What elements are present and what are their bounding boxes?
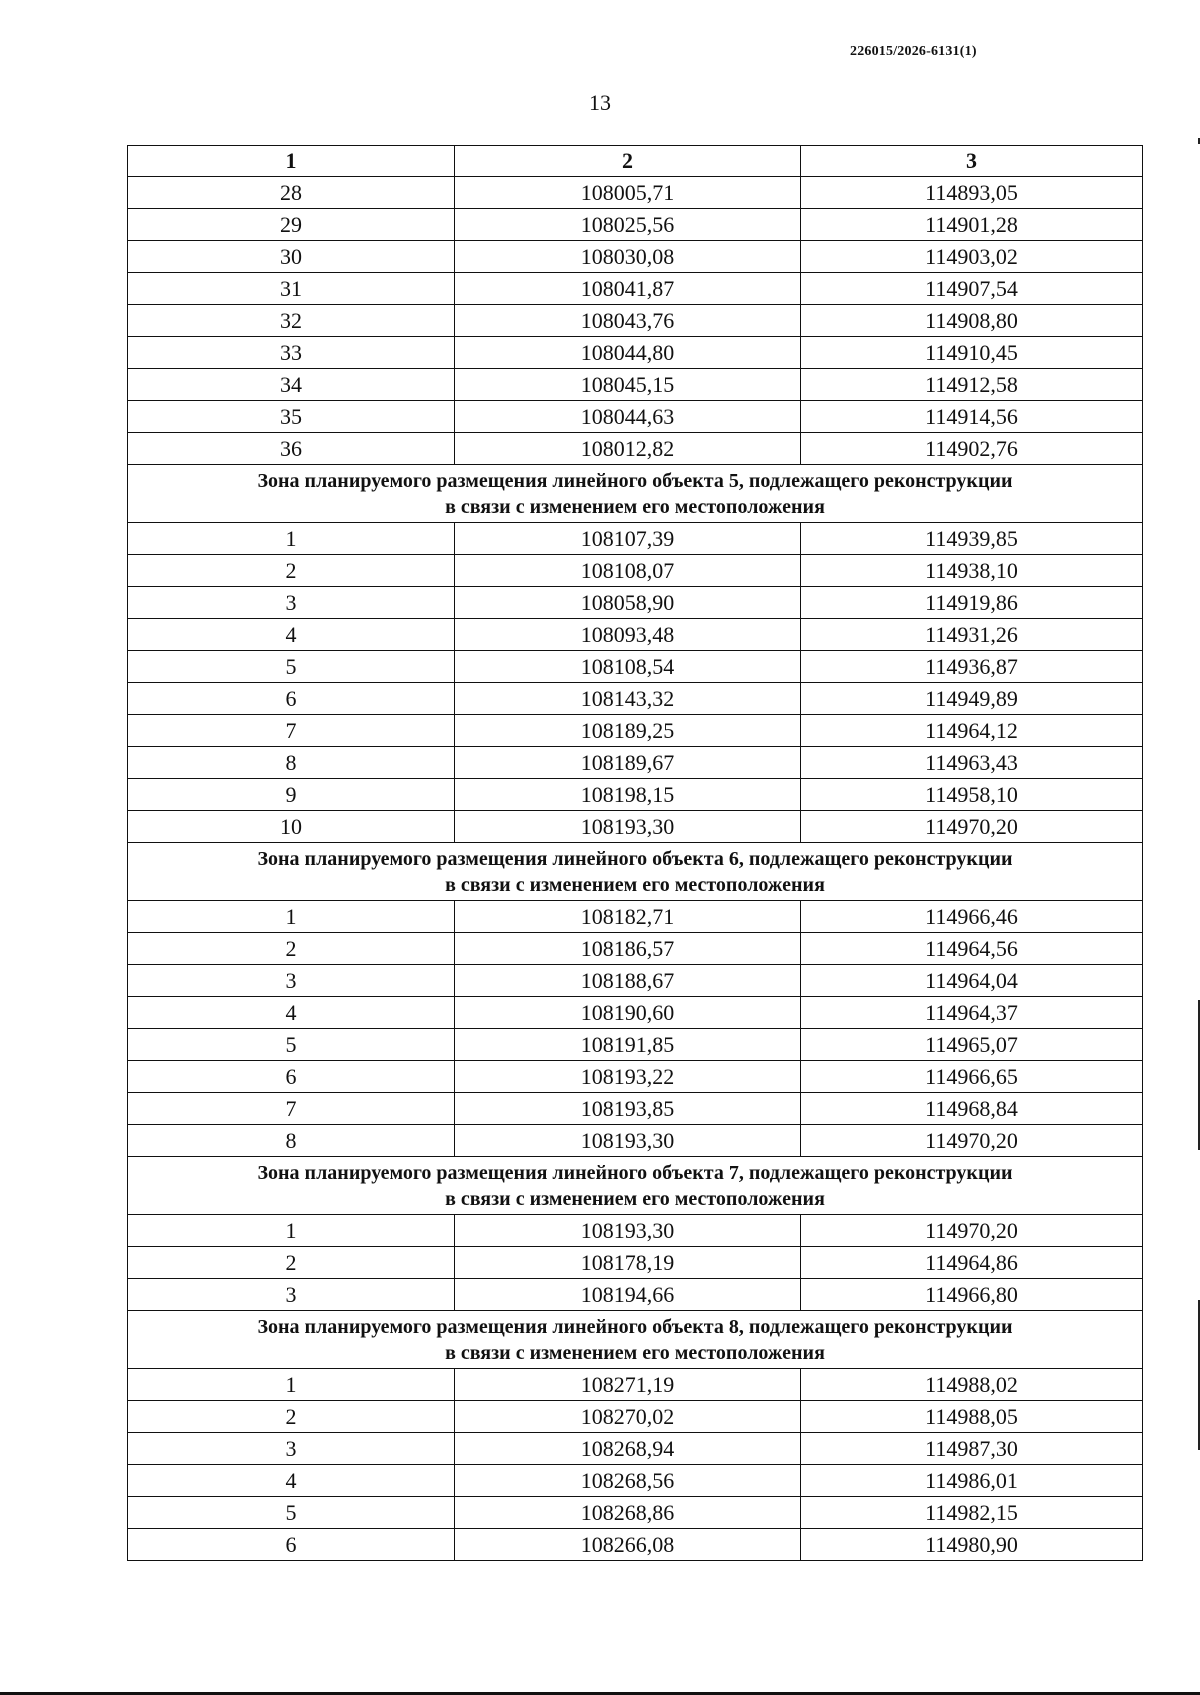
y-coordinate-cell: 114982,15 [801,1497,1143,1529]
point-number-cell: 30 [128,241,455,273]
point-number-cell: 5 [128,1029,455,1061]
table-row [128,209,1143,241]
section-title-line: Зона планируемого размещения линейного объекта 6, подлежащего реконструкции [257,847,1013,870]
point-number-cell: 7 [128,715,455,747]
x-coordinate-cell: 108012,82 [455,433,801,465]
x-coordinate-cell: 108268,56 [455,1465,801,1497]
table-header-row [128,146,1143,177]
point-number-cell: 2 [128,1401,455,1433]
y-coordinate-cell: 114964,56 [801,933,1143,965]
y-coordinate-cell: 114970,20 [801,811,1143,843]
section-title-line: Зона планируемого размещения линейного объекта 5, подлежащего реконструкции [257,469,1013,492]
y-coordinate-cell: 114910,45 [801,337,1143,369]
table-row [128,933,1143,965]
x-coordinate-cell: 108190,60 [455,997,801,1029]
y-coordinate-cell: 114987,30 [801,1433,1143,1465]
section-title-line: Зона планируемого размещения линейного объекта 8, подлежащего реконструкции [257,1315,1013,1338]
y-coordinate-cell: 114903,02 [801,241,1143,273]
x-coordinate-cell: 108043,76 [455,305,801,337]
table-row [128,177,1143,209]
y-coordinate-cell: 114980,90 [801,1529,1143,1561]
x-coordinate-cell: 108189,67 [455,747,801,779]
x-coordinate-cell: 108108,54 [455,651,801,683]
y-coordinate-cell: 114902,76 [801,433,1143,465]
y-coordinate-cell: 114908,80 [801,305,1143,337]
point-number-cell: 6 [128,683,455,715]
point-number-cell: 2 [128,933,455,965]
point-number-cell: 34 [128,369,455,401]
point-number-cell: 36 [128,433,455,465]
section-title [128,465,1143,523]
x-coordinate-cell: 108041,87 [455,273,801,305]
column-header: 1 [128,146,455,177]
point-number-cell: 28 [128,177,455,209]
table-row [128,1433,1143,1465]
y-coordinate-cell: 114964,04 [801,965,1143,997]
x-coordinate-cell: 108268,94 [455,1433,801,1465]
table-row [128,1401,1143,1433]
x-coordinate-cell: 108193,30 [455,1215,801,1247]
x-coordinate-cell: 108108,07 [455,555,801,587]
x-coordinate-cell: 108188,67 [455,965,801,997]
y-coordinate-cell: 114893,05 [801,177,1143,209]
table-row [128,587,1143,619]
y-coordinate-cell: 114939,85 [801,523,1143,555]
point-number-cell: 5 [128,651,455,683]
point-number-cell: 9 [128,779,455,811]
point-number-cell: 4 [128,1465,455,1497]
y-coordinate-cell: 114914,56 [801,401,1143,433]
point-number-cell: 4 [128,997,455,1029]
y-coordinate-cell: 114919,86 [801,587,1143,619]
table-row [128,715,1143,747]
x-coordinate-cell: 108193,30 [455,811,801,843]
table-row [128,1497,1143,1529]
x-coordinate-cell: 108044,63 [455,401,801,433]
table-row [128,1125,1143,1157]
point-number-cell: 1 [128,523,455,555]
x-coordinate-cell: 108143,32 [455,683,801,715]
y-coordinate-cell: 114970,20 [801,1125,1143,1157]
point-number-cell: 3 [128,587,455,619]
point-number-cell: 31 [128,273,455,305]
table-row [128,1279,1143,1311]
table-row [128,651,1143,683]
section-title [128,843,1143,901]
table-row [128,1465,1143,1497]
point-number-cell: 32 [128,305,455,337]
point-number-cell: 3 [128,1279,455,1311]
table-row [128,1093,1143,1125]
section-title-line: в связи с изменением его местоположения [445,873,825,896]
x-coordinate-cell: 108271,19 [455,1369,801,1401]
table-row [128,1247,1143,1279]
y-coordinate-cell: 114938,10 [801,555,1143,587]
point-number-cell: 7 [128,1093,455,1125]
point-number-cell: 3 [128,1433,455,1465]
y-coordinate-cell: 114936,87 [801,651,1143,683]
section-title-row [128,1311,1143,1369]
table-row [128,1029,1143,1061]
x-coordinate-cell: 108193,30 [455,1125,801,1157]
point-number-cell: 3 [128,965,455,997]
section-title-row [128,843,1143,901]
column-header: 2 [455,146,801,177]
table-row [128,997,1143,1029]
table-row [128,811,1143,843]
y-coordinate-cell: 114901,28 [801,209,1143,241]
y-coordinate-cell: 114963,43 [801,747,1143,779]
x-coordinate-cell: 108266,08 [455,1529,801,1561]
table-row [128,1369,1143,1401]
table-row [128,901,1143,933]
section-title-row [128,465,1143,523]
table-row [128,305,1143,337]
table-row [128,369,1143,401]
point-number-cell: 8 [128,747,455,779]
y-coordinate-cell: 114964,37 [801,997,1143,1029]
x-coordinate-cell: 108044,80 [455,337,801,369]
table-row [128,401,1143,433]
x-coordinate-cell: 108193,85 [455,1093,801,1125]
x-coordinate-cell: 108182,71 [455,901,801,933]
table-row [128,273,1143,305]
point-number-cell: 6 [128,1529,455,1561]
section-title-line: в связи с изменением его местоположения [445,1341,825,1364]
y-coordinate-cell: 114966,65 [801,1061,1143,1093]
point-number-cell: 2 [128,555,455,587]
point-number-cell: 2 [128,1247,455,1279]
x-coordinate-cell: 108198,15 [455,779,801,811]
x-coordinate-cell: 108045,15 [455,369,801,401]
point-number-cell: 5 [128,1497,455,1529]
table-row [128,555,1143,587]
table-row [128,1529,1143,1561]
point-number-cell: 29 [128,209,455,241]
x-coordinate-cell: 108025,56 [455,209,801,241]
x-coordinate-cell: 108005,71 [455,177,801,209]
y-coordinate-cell: 114966,80 [801,1279,1143,1311]
section-title-line: Зона планируемого размещения линейного объекта 7, подлежащего реконструкции [257,1161,1013,1184]
section-title [128,1311,1143,1369]
y-coordinate-cell: 114988,02 [801,1369,1143,1401]
x-coordinate-cell: 108268,86 [455,1497,801,1529]
column-header: 3 [801,146,1143,177]
y-coordinate-cell: 114964,12 [801,715,1143,747]
y-coordinate-cell: 114986,01 [801,1465,1143,1497]
point-number-cell: 1 [128,901,455,933]
point-number-cell: 8 [128,1125,455,1157]
page-number: 13 [589,90,611,115]
table-row [128,747,1143,779]
y-coordinate-cell: 114964,86 [801,1247,1143,1279]
x-coordinate-cell: 108107,39 [455,523,801,555]
x-coordinate-cell: 108189,25 [455,715,801,747]
point-number-cell: 1 [128,1369,455,1401]
point-number-cell: 35 [128,401,455,433]
x-coordinate-cell: 108058,90 [455,587,801,619]
x-coordinate-cell: 108191,85 [455,1029,801,1061]
point-number-cell: 1 [128,1215,455,1247]
x-coordinate-cell: 108193,22 [455,1061,801,1093]
y-coordinate-cell: 114970,20 [801,1215,1143,1247]
table-row [128,1061,1143,1093]
section-title-row [128,1157,1143,1215]
x-coordinate-cell: 108186,57 [455,933,801,965]
x-coordinate-cell: 108030,08 [455,241,801,273]
table-row [128,337,1143,369]
table-row [128,433,1143,465]
table-row [128,779,1143,811]
coordinates-table [127,145,1143,1561]
y-coordinate-cell: 114988,05 [801,1401,1143,1433]
document-id: 226015/2026-6131(1) [850,44,977,59]
x-coordinate-cell: 108270,02 [455,1401,801,1433]
table-row [128,965,1143,997]
y-coordinate-cell: 114907,54 [801,273,1143,305]
section-title [128,1157,1143,1215]
point-number-cell: 6 [128,1061,455,1093]
table-row [128,523,1143,555]
y-coordinate-cell: 114958,10 [801,779,1143,811]
table-row [128,619,1143,651]
y-coordinate-cell: 114931,26 [801,619,1143,651]
section-title-line: в связи с изменением его местоположения [445,495,825,518]
table-row [128,241,1143,273]
table-row [128,1215,1143,1247]
y-coordinate-cell: 114949,89 [801,683,1143,715]
point-number-cell: 10 [128,811,455,843]
section-title-line: в связи с изменением его местоположения [445,1187,825,1210]
y-coordinate-cell: 114965,07 [801,1029,1143,1061]
coordinates-table-body [128,146,1143,1561]
point-number-cell: 33 [128,337,455,369]
x-coordinate-cell: 108178,19 [455,1247,801,1279]
x-coordinate-cell: 108194,66 [455,1279,801,1311]
y-coordinate-cell: 114968,84 [801,1093,1143,1125]
y-coordinate-cell: 114966,46 [801,901,1143,933]
y-coordinate-cell: 114912,58 [801,369,1143,401]
table-row [128,683,1143,715]
x-coordinate-cell: 108093,48 [455,619,801,651]
point-number-cell: 4 [128,619,455,651]
